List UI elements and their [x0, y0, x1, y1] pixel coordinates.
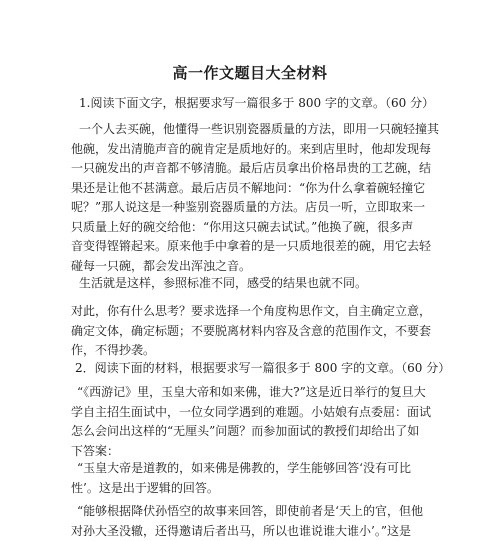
paragraph-line: “玉皇大帝是道教的，如来佛是佛教的，学生能够回答‘没有可比 [71, 459, 429, 479]
paragraph-line: 一只碗发出的声音都不够清脆。最后店员拿出价格昂贵的工艺碗，结 [71, 159, 429, 179]
paragraph-line: 对孙大圣没辙，还得邀请后者出马，所以也谁说谁大谁小’。”这是 [71, 522, 429, 541]
paragraph-line: 呢？”那人说这是一种鉴别瓷器质量的方法。店员一听，立即取来一 [71, 198, 429, 218]
paragraph-line: 音变得铿锵起来。原来他手中拿着的是一只质地很差的碗，用它去轻 [71, 237, 429, 257]
question-2-heading-text: 2．阅读下面的材料，根据要求写一篇很多于 800 字的文章。（60 分） [75, 359, 439, 379]
question-2-heading [75, 359, 439, 379]
question-1-heading [79, 94, 439, 114]
question-1-heading-text: 1.阅读下面文字，根据要求写一篇很多于 800 字的文章。（60 分） [79, 94, 439, 114]
question-1-paragraph-2 [71, 274, 429, 294]
question-1-paragraph-1 [71, 120, 429, 276]
question-2-paragraph-1 [71, 383, 429, 461]
paragraph-line: “《西游记》里，玉皇大帝和如来佛，谁大?”这是近日举行的复旦大 [71, 383, 429, 403]
paragraph-line: “能够根据降伏孙悟空的故事来回答，即使前者是‘天上的官，但他 [71, 502, 429, 522]
question-2-paragraph-3 [71, 502, 429, 541]
paragraph-line: 碰每一只碗，都会发出浑浊之音。 [71, 257, 429, 277]
paragraph-line: 性’。这是出于逻辑的回答。 [71, 479, 429, 499]
document-title: 高一作文题目大全材料 [0, 62, 500, 83]
paragraph-line: 怎么会问出这样的“无厘头”问题？而参加面试的教授们却给出了如 [71, 422, 429, 442]
paragraph-line: 学自主招生面试中，一位女同学遇到的难题。小姑娘有点委屈：面试 [71, 403, 429, 423]
paragraph-line: 确定文体，确定标题；不要脱离材料内容及含意的范围作文，不要套 [71, 322, 429, 342]
paragraph-line: 生活就是这样，参照标准不同，感受的结果也就不同。 [71, 274, 429, 294]
paragraph-line: 对此，你有什么思考？要求选择一个角度构思作文，自主确定立意， [71, 302, 429, 322]
paragraph-line: 下答案： [71, 442, 429, 462]
paragraph-line: 一个人去买碗，他懂得一些识别瓷器质量的方法，即用一只碗轻撞其 [71, 120, 429, 140]
question-1-paragraph-3 [71, 302, 429, 361]
paragraph-line: 他碗，发出清脆声音的碗肯定是质地好的。来到店里时，他却发现每 [71, 140, 429, 160]
paragraph-line: 作，不得抄袭。 [71, 341, 429, 361]
paragraph-line: 果还是让他不甚满意。最后店员不解地问：“你为什么拿着碗轻撞它 [71, 179, 429, 199]
question-2-paragraph-2 [71, 459, 429, 498]
paragraph-line: 只质量上好的碗交给他：“你用这只碗去试试。”他换了碗，很多声 [71, 218, 429, 238]
